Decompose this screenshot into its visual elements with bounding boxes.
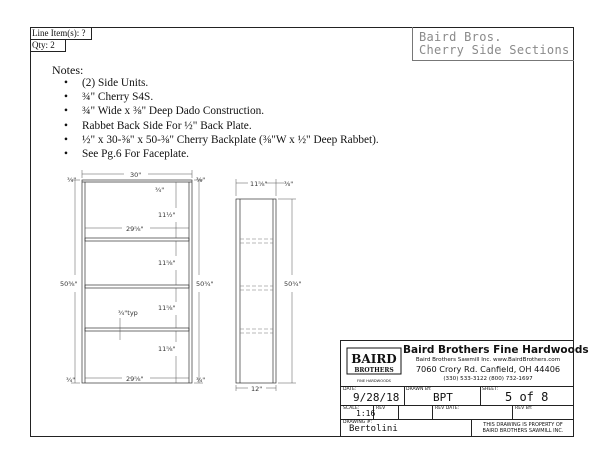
dim-shelf-gap-2: 11⅝" <box>158 259 176 267</box>
dim-width-top: 30" <box>130 171 142 179</box>
scale-label: SCALE: <box>343 406 360 411</box>
company-address: 7060 Crory Rd. Canfield, OH 44406 <box>415 364 561 374</box>
dim-shelf-thickness: ¾"typ <box>118 309 138 317</box>
dim-shelf-gap-4: 11⅝" <box>158 345 176 353</box>
company-name: Baird Brothers Fine Hardwoods <box>403 344 589 356</box>
sheet-value: 5 of 8 <box>505 390 549 404</box>
dado-hidden-lines <box>240 239 273 333</box>
line-item-field: Line Item(s): ? <box>30 27 92 40</box>
rev-by-label: REV BY: <box>515 406 533 411</box>
quantity-field: Qty: 2 <box>30 40 66 52</box>
title-company: Baird Bros. <box>419 30 502 44</box>
drawn-by-label: DRAWN BY: <box>406 387 432 392</box>
notes-heading: Notes: <box>52 63 84 77</box>
title-block <box>340 340 589 437</box>
dim-bottom-inner-width: 29⅝" <box>126 375 144 383</box>
note-item: • See Pg.6 For Faceplate. <box>64 147 379 161</box>
dim-height-left: 50⅜" <box>60 280 78 288</box>
company-logo <box>342 342 406 386</box>
side-outline <box>236 199 276 383</box>
property-notice: THIS DRAWING IS PROPERTY OF BAIRD BROTHERS SAWMILL INC. <box>482 422 564 434</box>
dim-bottom-right: ¾" <box>196 376 206 384</box>
rev-label: REV <box>376 406 386 411</box>
side-elevation <box>236 199 276 383</box>
note-item: • Rabbet Back Side For ½" Back Plate. <box>64 119 379 133</box>
svg-text:BROTHERS: BROTHERS <box>354 367 394 374</box>
note-item: • (2) Side Units. <box>64 76 379 90</box>
drawing-number-value: Bertolini <box>349 424 398 434</box>
dim-side-bottom: 12" <box>251 385 263 393</box>
shelf-2 <box>85 285 189 288</box>
drawn-by-value: BPT <box>433 391 453 404</box>
svg-text:BAIRD: BAIRD <box>351 352 397 366</box>
sheet-label: SHEET: <box>482 387 499 392</box>
note-item: • ¾" Cherry S4S. <box>64 90 379 104</box>
dim-height-right: 50¾" <box>196 280 214 288</box>
dim-top-shelf-gap: ¾" <box>155 186 165 194</box>
dim-bottom-left: ¾" <box>66 376 76 384</box>
dim-inner-width: 29⅝" <box>126 225 144 233</box>
rev-date-label: REV DATE: <box>435 406 460 411</box>
date-value: 9/28/18 <box>353 391 400 404</box>
drawing-number-label: DRAWING #: <box>343 420 373 425</box>
dim-side-rabbet: ⅜" <box>284 180 294 188</box>
company-phone: (330) 533-3122 (800) 732-1697 <box>443 376 533 382</box>
company-web-line: Baird Brothers Sawmill Inc. www.BairdBrothers.com <box>415 357 561 363</box>
shelf-3 <box>85 328 189 331</box>
dim-top-right: ⅜" <box>196 176 206 184</box>
dim-side-height: 50¾" <box>284 280 302 288</box>
dim-top-left: ¾" <box>67 176 77 184</box>
dim-side-depth: 11⅝" <box>250 180 268 188</box>
note-item: • ½" x 30-⅜" x 50-⅜" Cherry Backplate (⅜"W x ½" Deep Rabbet). <box>64 133 379 147</box>
shelf-1 <box>85 238 189 241</box>
dim-shelf-gap-1: 11½" <box>158 211 176 219</box>
title-part: Cherry Side Sections <box>419 43 570 57</box>
scale-value: 1:16 <box>356 409 376 418</box>
svg-text:FINE HARDWOODS: FINE HARDWOODS <box>357 379 391 383</box>
date-label: DATE: <box>343 387 357 392</box>
note-item: • ¾" Wide x ⅜" Deep Dado Construction. <box>64 104 379 118</box>
dim-shelf-gap-3: 11⅝" <box>158 304 176 312</box>
